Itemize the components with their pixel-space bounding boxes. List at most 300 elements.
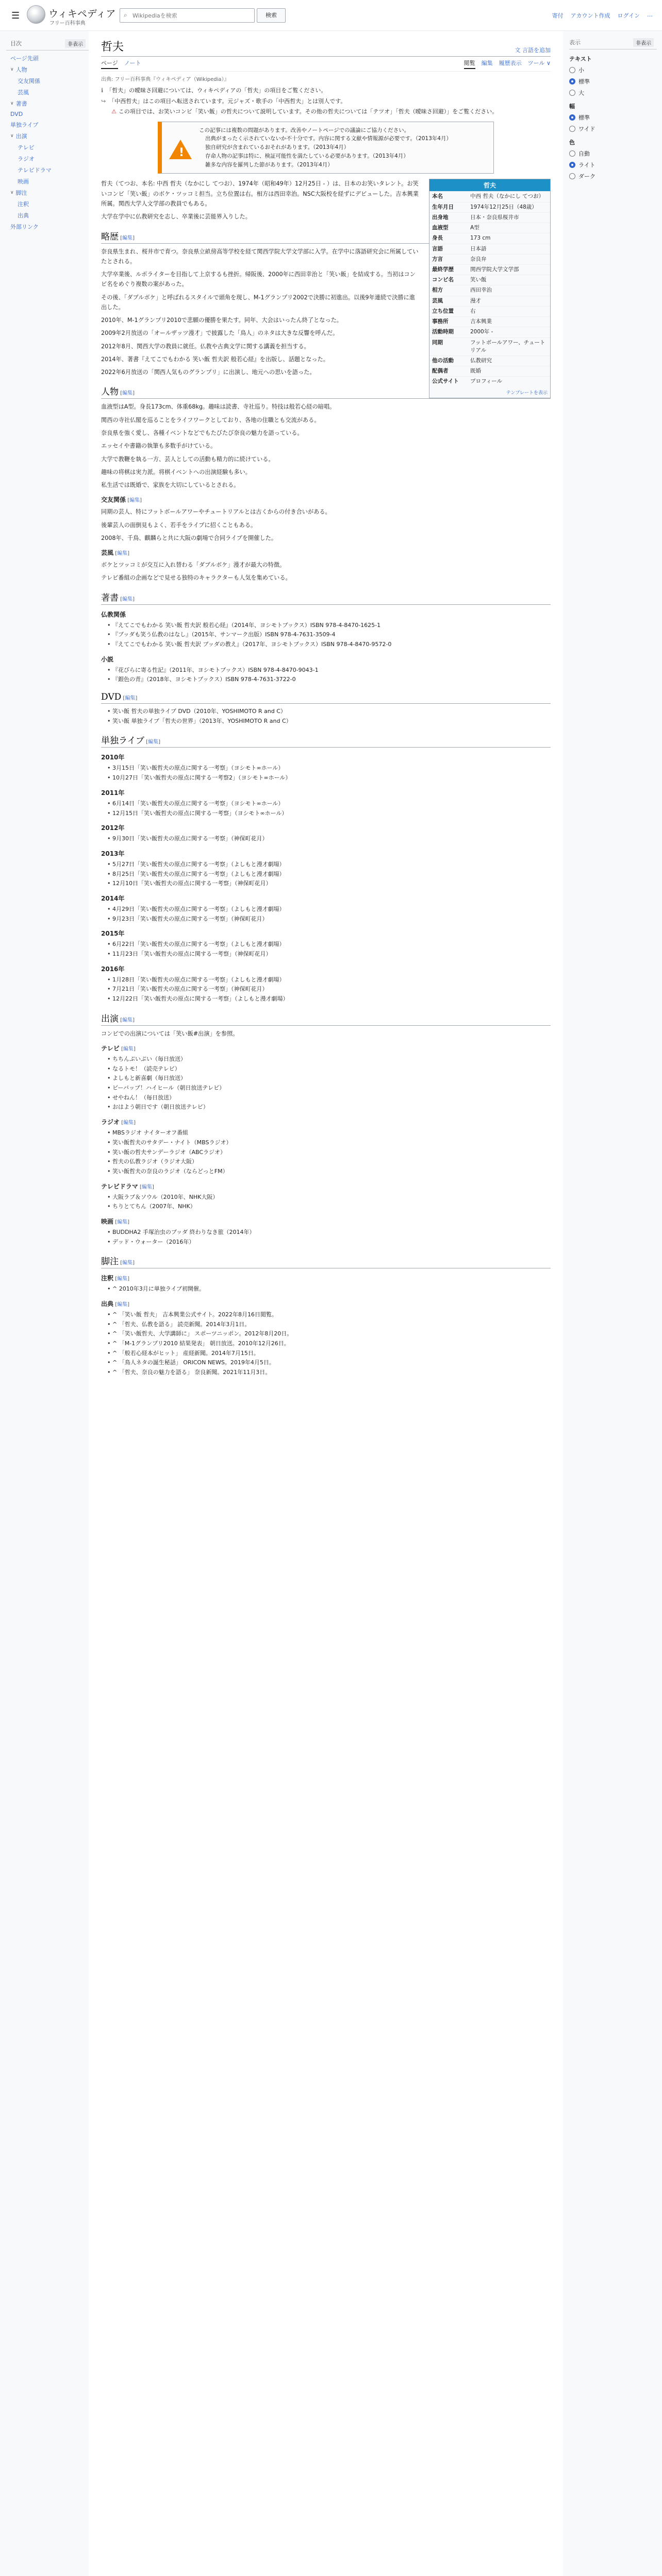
tab-talk[interactable]: ノート xyxy=(124,60,141,66)
main-menu-icon[interactable]: ☰ xyxy=(11,10,20,21)
live-item: • 1月28日「笑い飯哲夫の原点に関する一考察」（よしもと漫才劇場） xyxy=(107,975,551,985)
page-tabs xyxy=(101,59,551,72)
radio-item: • 笑い飯哲夫の奈良のラジオ（ならどっとFM） xyxy=(107,1167,551,1177)
edit-link[interactable]: [編集] xyxy=(119,1260,135,1266)
edit-button[interactable]: 編集 xyxy=(141,1184,152,1190)
hatnote-text: 「哲夫」の曖昧さ回避については、ウィキペディアの「哲夫」の項目をご覧ください。 xyxy=(106,87,327,94)
live-item: • 9月30日「笑い飯哲夫の原点に関する一考察」（神保町花月） xyxy=(107,834,551,844)
toc-item-label: 単独ライブ xyxy=(10,122,39,128)
issues-box xyxy=(158,122,494,174)
book-item: • 『えてこでもわかる 笑い飯 哲夫訳 ブッダの教え』（2017年、ヨシモトブックス）ISBN 978-4-8470-9572-0 xyxy=(107,640,551,650)
redirect-icon: ↪ xyxy=(101,97,106,105)
infobox xyxy=(429,179,551,398)
infobox-row xyxy=(429,376,550,386)
year-heading: 2013年 xyxy=(101,850,125,857)
view-tabs xyxy=(464,59,551,69)
radio-label: 大 xyxy=(578,90,584,96)
radio-option[interactable] xyxy=(569,125,657,133)
tv-item: • せやねん！（毎日放送） xyxy=(107,1093,551,1103)
tv-item-list xyxy=(107,1055,551,1112)
radio-item-list xyxy=(107,1128,551,1176)
live-item: • 10月27日「笑い飯哲夫の原点に関する一考察2」（ヨシモト∞ホール） xyxy=(107,773,551,783)
toc-item-label: DVD xyxy=(10,111,23,117)
chevron-down-icon[interactable]: ∨ xyxy=(10,190,14,195)
toc-item[interactable] xyxy=(6,187,89,198)
movie-item-list xyxy=(107,1228,551,1247)
section-heading-text: DVD xyxy=(101,692,122,703)
paragraph: 大学卒業後、ルポライターを目指して上京するも挫折。帰阪後、2000年に西田幸治と「笑い飯」を結成する。当初はコンビ名をめぐり複数の案があった。 xyxy=(101,271,416,288)
search-box xyxy=(120,8,255,23)
subsection-heading-text: ラジオ xyxy=(101,1118,120,1126)
toc-item[interactable] xyxy=(6,75,89,87)
infobox-row xyxy=(429,233,550,243)
edit-link[interactable]: [編集] xyxy=(138,1184,154,1190)
infobox-value: 右 xyxy=(470,308,476,314)
language-button[interactable]: 文 言語を追加 xyxy=(515,47,551,54)
subsection-heading xyxy=(101,1217,551,1226)
live-item: • 5月27日「笑い飯哲夫の原点に関する一考察」（よしもと漫才劇場） xyxy=(107,860,551,870)
infobox-row xyxy=(429,316,550,327)
site-tagline: フリー百科事典 xyxy=(49,21,86,26)
radio-option[interactable] xyxy=(569,149,657,158)
section-heading xyxy=(101,590,551,605)
tv-item: • よしもと新喜劇（毎日放送） xyxy=(107,1074,551,1083)
infobox-value: 関西学院大学文学部 xyxy=(470,266,519,273)
year-heading: 2014年 xyxy=(101,894,125,902)
ref-item: • ^ 「笑い飯哲夫、大学講師に」 スポーツニッポン。2012年8月20日。 xyxy=(107,1329,551,1339)
section-heading xyxy=(101,692,551,704)
paragraph: 2012年8月、関西大学の教員に就任。仏教や古典文学に関する講義を担当する。 xyxy=(101,343,310,350)
tv-item: • なるトモ！（読売テレビ） xyxy=(107,1064,551,1074)
issue-item: 存命人物の記事は特に、検証可能性を満たしている必要があります。（2013年4月） xyxy=(205,152,409,159)
option-group-label: テキスト xyxy=(569,56,592,62)
toc-item[interactable] xyxy=(6,142,89,153)
edit-link[interactable]: [編集] xyxy=(113,1302,130,1308)
paragraph: 趣味の将棋は実力派。将棋イベントへの出演経験も多い。 xyxy=(101,468,251,476)
infobox-value: 笑い飯 xyxy=(470,277,487,283)
paragraph: 私生活では既婚で、家族を大切にしているとされる。 xyxy=(101,482,240,489)
edit-button[interactable]: 編集 xyxy=(129,498,140,504)
toc-item[interactable] xyxy=(6,87,89,98)
subsection-heading-text: 交友関係 xyxy=(101,496,126,504)
disambig-text: この項目では、お笑いコンビ「笑い飯」の哲夫について説明しています。その他の哲夫については「テツオ」「哲夫（曖昧さ回避）」をご覧ください。 xyxy=(118,108,498,115)
paragraph: 後輩芸人の面倒見もよく、若手をライブに招くこともある。 xyxy=(101,521,257,529)
radio-button[interactable] xyxy=(569,114,575,121)
edit-link[interactable]: [編集] xyxy=(113,551,130,557)
subsection-heading xyxy=(101,1182,551,1191)
radio-item: • MBSラジオ ナイターオフ番組 xyxy=(107,1128,551,1138)
radio-button[interactable] xyxy=(569,90,575,96)
book-item-list xyxy=(107,621,551,650)
toc-item-label: 出演 xyxy=(15,133,27,140)
infobox-key: 出身地 xyxy=(432,214,449,221)
infobox-row xyxy=(429,296,550,306)
paragraph: 同期の芸人、特にフットボールアワーやチュートリアルとは古くからの付き合いがある。 xyxy=(101,509,331,516)
search-icon: ⌕ xyxy=(124,11,127,19)
header-tool-link[interactable]: 寄付 xyxy=(552,12,564,19)
search-button[interactable]: 検索 xyxy=(257,8,286,23)
infobox-value: 日本語 xyxy=(470,245,487,252)
edit-link[interactable]: [編集] xyxy=(119,391,135,397)
toc-item-label: 著書 xyxy=(15,100,27,107)
paragraph: 奈良県生まれ、桜井市で育つ。奈良県立畝傍高等学校を経て関西学院大学文学部に入学。在学中に落語研究会に所属していたとされる。 xyxy=(101,248,419,265)
radio-label: 自動 xyxy=(578,150,590,157)
edit-button[interactable]: 編集 xyxy=(122,596,133,602)
appearance-panel xyxy=(569,36,657,183)
edit-button[interactable]: 編集 xyxy=(117,1302,128,1308)
live-item: • 8月25日「笑い飯哲夫の原点に関する一考察」（よしもと漫才劇場） xyxy=(107,870,551,879)
paragraph: 大学在学中に仏教研究を志し、卒業後に芸能界入りした。 xyxy=(101,213,251,221)
toc-item[interactable] xyxy=(6,176,89,187)
year-heading: 2010年 xyxy=(101,754,125,761)
toc-item-label: 外部リンク xyxy=(10,224,39,230)
infobox-key: 生年月日 xyxy=(432,204,454,210)
book-item: • 『花びらに寄る性記』（2011年、ヨシモトブックス）ISBN 978-4-8470-9043-1 xyxy=(107,666,551,675)
radio-label: ダーク xyxy=(578,173,595,180)
ref-item: • ^ 「M-1グランプリ2010 結果発表」 朝日放送。2010年12月26日。 xyxy=(107,1339,551,1349)
chevron-down-icon[interactable]: ∨ xyxy=(10,133,14,139)
paragraph: 2014年、著書『えてこでもわかる 笑い飯 哲夫訳 般若心経』を出版し、話題となった。 xyxy=(101,355,329,363)
section-heading-text: 単独ライブ xyxy=(101,736,144,747)
toc-item[interactable] xyxy=(6,210,89,221)
appearance-title: 表示 xyxy=(569,39,581,46)
year-heading: 2012年 xyxy=(101,824,125,832)
toc-item[interactable] xyxy=(6,53,89,64)
section-heading xyxy=(101,1011,551,1026)
edit-button[interactable]: 編集 xyxy=(117,551,128,557)
toc-item-label: テレビドラマ xyxy=(18,167,52,174)
appearance-options xyxy=(569,55,657,180)
edit-link[interactable]: [編集] xyxy=(126,498,142,504)
edit-button[interactable]: 編集 xyxy=(117,1219,128,1225)
live-item: • 12月10日「笑い飯哲夫の原点に関する一考察」（神保町花月） xyxy=(107,879,551,889)
toc-item[interactable] xyxy=(6,153,89,164)
toc-item-label: 人物 xyxy=(15,66,27,73)
dvd-item-list xyxy=(107,707,551,726)
wikipedia-logo-icon[interactable] xyxy=(27,5,45,24)
toc-item-label: 脚注 xyxy=(15,190,27,196)
chevron-down-icon[interactable]: ∨ xyxy=(10,101,14,106)
header-tool-link[interactable]: アカウント作成 xyxy=(570,12,610,19)
infobox-key: 相方 xyxy=(432,287,443,294)
toc-item[interactable] xyxy=(6,221,89,232)
disambig-icon: ⚠ xyxy=(111,108,119,115)
section-heading-text: 著書 xyxy=(101,592,119,603)
subsection-heading-text: テレビドラマ xyxy=(101,1182,138,1190)
radio-option[interactable] xyxy=(569,89,657,97)
infobox-row xyxy=(429,244,550,254)
infobox-row xyxy=(429,275,550,285)
toc-item[interactable] xyxy=(6,64,89,75)
warning-icon xyxy=(169,140,192,159)
personal-tools xyxy=(552,11,653,20)
subsection-heading: 仏教関係 xyxy=(101,611,126,618)
edit-link[interactable]: [編集] xyxy=(120,1120,136,1126)
radio-button[interactable] xyxy=(569,150,575,157)
main-content xyxy=(89,31,563,2576)
paragraph: 大学で教鞭を執る一方、芸人としての活動も精力的に続けている。 xyxy=(101,455,274,463)
edit-link[interactable]: [編集] xyxy=(119,235,135,241)
movie-item: • BUDDHA2 手塚治虫のブッダ 終わりなき旅（2014年） xyxy=(107,1228,551,1238)
radio-button[interactable] xyxy=(569,78,575,84)
live-item: • 12月22日「笑い飯哲夫の原点に関する一考察」（よしもと漫才劇場） xyxy=(107,994,551,1004)
infobox-value: 吉本興業 xyxy=(470,318,492,325)
radio-button[interactable] xyxy=(569,173,575,179)
infobox-row xyxy=(429,212,550,223)
infobox-value: フットボールアワー、チュートリアル xyxy=(470,339,545,353)
toc-title: 目次 xyxy=(10,40,22,47)
infobox-row xyxy=(429,306,550,316)
radio-option[interactable] xyxy=(569,161,657,169)
infobox-title: 哲夫 xyxy=(429,179,550,191)
toc-item-label: テレビ xyxy=(18,144,35,151)
edit-button[interactable]: 編集 xyxy=(117,1276,128,1282)
infobox-value: 漫才 xyxy=(470,297,481,304)
tv-item: • ちちんぷいぷい（毎日放送） xyxy=(107,1055,551,1064)
view-tab[interactable]: 履歴表示 xyxy=(499,60,522,66)
toc-item[interactable] xyxy=(6,109,89,119)
edit-button[interactable]: 編集 xyxy=(122,1260,133,1266)
infobox-key: コンビ名 xyxy=(432,277,454,283)
edit-button[interactable]: 編集 xyxy=(125,696,136,702)
toc-item[interactable] xyxy=(6,98,89,109)
search-input[interactable] xyxy=(133,10,251,21)
edit-link[interactable]: [編集] xyxy=(144,739,160,745)
toc-item[interactable] xyxy=(6,119,89,130)
edit-button[interactable]: 編集 xyxy=(122,235,133,241)
toc-item[interactable] xyxy=(6,164,89,176)
header-tool-link[interactable]: ログイン xyxy=(617,12,640,19)
radio-item: • 哲夫の仏教ラジオ（ラジオ大阪） xyxy=(107,1157,551,1167)
tv-item: • ビーバップ！ハイヒール（朝日放送テレビ） xyxy=(107,1083,551,1093)
infobox-value: 2000年 - xyxy=(470,329,493,335)
live-item: • 6月14日「笑い飯哲夫の原点に関する一考察」（ヨシモト∞ホール） xyxy=(107,799,551,809)
infobox-row xyxy=(429,337,550,355)
year-heading: 2016年 xyxy=(101,965,125,973)
infobox-key: 本名 xyxy=(432,193,443,200)
infobox-key: 方言 xyxy=(432,256,443,262)
tv-item: • おはよう朝日です（朝日放送テレビ） xyxy=(107,1103,551,1112)
issue-item: 出典がまったく示されていないか不十分です。内容に関する文献や情報源が必要です。（2013年4月） xyxy=(205,135,452,142)
paragraph: ボケとツッコミが交互に入れ替わる「ダブルボケ」漫才が最大の特徴。 xyxy=(101,562,286,569)
tab-article[interactable]: ページ xyxy=(101,59,118,69)
infobox-key: 身長 xyxy=(432,235,443,242)
paragraph: テレビ番組の企画などで見せる独特のキャラクターも人気を集めている。 xyxy=(101,574,291,582)
infobox-value: 1974年12月25日（48歳） xyxy=(470,204,537,210)
live-item: • 3月15日「笑い飯哲夫の原点に関する一考察」（ヨシモト∞ホール） xyxy=(107,764,551,773)
radio-option[interactable] xyxy=(569,77,657,86)
infobox-key: 同期 xyxy=(432,339,443,346)
paragraph: その後、「ダブルボケ」と呼ばれるスタイルで頭角を現し、M-1グランプリ2002で決勝に初進出。以後9年連続で決勝に進出した。 xyxy=(101,294,416,311)
infobox-row xyxy=(429,223,550,233)
ref-item: • ^ 「哲夫、仏教を語る」 読売新聞。2014年3月1日。 xyxy=(107,1320,551,1330)
drama-item-list xyxy=(107,1193,551,1212)
toc-item-label: ラジオ xyxy=(18,156,35,162)
radio-item: • 笑い飯の哲夫サンデーラジオ（ABCラジオ） xyxy=(107,1148,551,1158)
radio-button[interactable] xyxy=(569,162,575,168)
dvd-item: • 笑い飯 単独ライブ「哲夫の世界」（2013年、YOSHIMOTO R and C） xyxy=(107,717,551,726)
option-group-label: 色 xyxy=(569,139,575,146)
infobox-value: 仏教研究 xyxy=(470,357,492,364)
live-item-list xyxy=(107,834,551,844)
year-heading: 2015年 xyxy=(101,930,125,938)
infobox-value: 西田幸治 xyxy=(470,287,492,294)
radio-label: 小 xyxy=(578,67,584,74)
article-sections xyxy=(101,229,551,1378)
drama-item: • ちりとてちん（2007年、NHK） xyxy=(107,1202,551,1212)
chevron-down-icon[interactable]: ∨ xyxy=(10,67,14,72)
infobox-key: 活動時期 xyxy=(432,329,454,335)
radio-option[interactable] xyxy=(569,172,657,180)
disambig-notice xyxy=(101,108,551,116)
edit-link[interactable]: [編集] xyxy=(121,696,138,702)
book-item: • 『銀色の青』（2018年、ヨシモトブックス）ISBN 978-4-7631-3722-0 xyxy=(107,675,551,685)
radio-button[interactable] xyxy=(569,67,575,73)
issues-list xyxy=(199,134,488,169)
radio-label: ワイド xyxy=(578,126,595,132)
infobox-key: 言語 xyxy=(432,245,443,252)
toc-item-label: 交友関係 xyxy=(18,78,40,84)
edit-button[interactable]: 編集 xyxy=(123,1046,134,1053)
edit-button[interactable]: 編集 xyxy=(148,739,159,745)
toc-item-label: 出典 xyxy=(18,212,29,219)
live-item: • 4月29日「笑い飯哲夫の原点に関する一考察」（よしもと漫才劇場） xyxy=(107,905,551,914)
namespace-tabs xyxy=(101,59,141,69)
year-heading: 2011年 xyxy=(101,789,125,796)
live-item: • 7月21日「笑い飯哲夫の原点に関する一考察」（神保町花月） xyxy=(107,985,551,994)
site-header xyxy=(0,0,662,31)
ref-item: • ^ 「鳥人ネタの誕生秘話」 ORICON NEWS。2019年4月5日。 xyxy=(107,1358,551,1368)
infobox-row xyxy=(429,202,550,212)
live-item: • 6月22日「笑い飯哲夫の原点に関する一考察」（よしもと漫才劇場） xyxy=(107,940,551,950)
infobox-row xyxy=(429,327,550,337)
infobox-value: 日本・奈良県桜井市 xyxy=(470,214,519,221)
radio-option[interactable] xyxy=(569,113,657,122)
subsection-heading xyxy=(101,1274,551,1282)
view-tab[interactable]: ツール ∨ xyxy=(527,60,551,66)
toc-hide-button[interactable]: 非表示 xyxy=(65,39,86,48)
view-tab[interactable]: 閲覧 xyxy=(464,59,475,69)
section-heading xyxy=(101,1254,551,1268)
section-heading-text: 脚注 xyxy=(101,1257,119,1267)
infobox-value: 既婚 xyxy=(470,368,481,375)
infobox-value: 中西 哲夫（なかにし てつお） xyxy=(470,193,544,200)
live-item-list xyxy=(107,860,551,889)
page-title: 哲夫 xyxy=(101,41,124,54)
paragraph: 哲夫（てつお、本名: 中西 哲夫（なかにし てつお）、1974年（昭和49年）12月25日 - ）は、日本のお笑いタレント。お笑いコンビ「笑い飯」のボケ・ツッコミ担当。立ち位置は右。相方は西田幸治。NSC大阪校を経ずにデビューした。吉本興業所属。関西大学人文学部の教員でもある。 xyxy=(101,180,419,208)
edit-link[interactable]: [編集] xyxy=(119,596,135,602)
issue-item: 独自研究が含まれているおそれがあります。（2013年4月） xyxy=(205,144,350,151)
appearance-hide-button[interactable]: 非表示 xyxy=(633,38,654,47)
subsection-heading xyxy=(101,1044,551,1053)
edit-button[interactable]: 編集 xyxy=(122,1017,133,1023)
title-bar xyxy=(101,38,551,57)
site-wordmark[interactable]: ウィキペディア xyxy=(48,8,116,20)
movie-item: • デッド・ウォーター（2016年） xyxy=(107,1238,551,1247)
radio-label: ライト xyxy=(578,162,595,168)
paragraph: 2009年2月放送の「オールザッツ漫才」で披露した「鳥人」のネタは大きな反響を呼んだ。 xyxy=(101,330,339,337)
subsection-heading xyxy=(101,495,551,504)
section-note: コンビでの出演については「笑い飯#出演」を参照。 xyxy=(101,1030,239,1037)
paragraph: 奈良県を強く愛し、各種イベントなどでもたびたび奈良の魅力を語っている。 xyxy=(101,430,303,436)
section-heading-text: 略歴 xyxy=(101,231,119,242)
ref-item: • ^ 「笑い飯 哲夫」 吉本興業公式サイト。2022年8月16日閲覧。 xyxy=(107,1310,551,1320)
edit-button[interactable]: 編集 xyxy=(122,391,133,397)
live-item: • 11月23日「笑い飯哲夫の原点に関する一考察」（神保町花月） xyxy=(107,950,551,959)
paragraph: 2022年6月放送の「関西人気ものグランプリ」に出演し、地元への思いを語った。 xyxy=(101,369,316,376)
option-group-label: 幅 xyxy=(569,103,575,110)
toc-item[interactable] xyxy=(6,198,89,210)
ref-item: • ^ 「哲夫、奈良の魅力を語る」 奈良新聞。2021年11月3日。 xyxy=(107,1368,551,1378)
infobox-row xyxy=(429,254,550,264)
subsection-heading xyxy=(101,548,551,557)
issue-item: 雑多な内容を羅列した節があります。（2013年4月） xyxy=(205,161,333,168)
live-item-list xyxy=(107,799,551,818)
infobox-value: 奈良弁 xyxy=(470,256,487,262)
paragraph: 血液型はA型。身長173cm、体重68kg。趣味は読書、寺社巡り。特技は般若心経の暗唱。 xyxy=(101,403,336,411)
infobox-row xyxy=(429,285,550,295)
infobox-key: 事務所 xyxy=(432,318,449,325)
book-item: • 『えてこでもわかる 笑い飯 哲夫訳 般若心経』（2014年、ヨシモトブックス）ISBN 978-4-8470-1625-1 xyxy=(107,621,551,631)
infobox-row xyxy=(429,366,550,376)
edit-link[interactable]: [編集] xyxy=(113,1219,130,1225)
paragraph: 2010年、M-1グランプリ2010で悲願の優勝を果たす。同年、大会はいったん終了となった。 xyxy=(101,317,342,324)
ref-item: • ^ 「般若心経本がヒット」 産経新聞。2014年7月15日。 xyxy=(107,1349,551,1359)
infobox-key: 血液型 xyxy=(432,225,449,231)
toc-header xyxy=(6,36,89,50)
template-link[interactable]: テンプレートを表示 xyxy=(506,390,548,396)
book-item: • 『ブッダも笑う仏教のはなし』（2015年、サンマーク出版）ISBN 978-4-7631-3509-4 xyxy=(107,630,551,640)
hatnote xyxy=(101,97,551,106)
infobox-row xyxy=(429,191,550,201)
paragraph: 2008年、千鳥、麒麟らと共に大阪の劇場で合同ライブを開催した。 xyxy=(101,534,277,541)
subsection-heading-text: 芸風 xyxy=(101,549,114,557)
subsection-heading-text: 注釈 xyxy=(101,1275,114,1282)
subsection-heading xyxy=(101,1299,551,1308)
infobox-key: 公式サイト xyxy=(432,378,459,385)
edit-link[interactable]: [編集] xyxy=(119,1046,136,1053)
edit-link[interactable]: [編集] xyxy=(113,1276,130,1282)
infobox-value: A型 xyxy=(470,225,479,231)
view-tab[interactable]: 編集 xyxy=(481,60,493,66)
radio-option[interactable] xyxy=(569,66,657,74)
dvd-item: • 笑い飯 哲夫の単独ライブ DVD（2010年、YOSHIMOTO R and C） xyxy=(107,707,551,717)
subsection-heading-text: 映画 xyxy=(101,1217,114,1225)
toc-item[interactable] xyxy=(6,130,89,142)
live-item-list xyxy=(107,764,551,783)
infobox-key: 他の活動 xyxy=(432,357,454,364)
radio-label: 標準 xyxy=(578,78,590,85)
hatnote xyxy=(101,87,551,95)
section-heading-text: 出演 xyxy=(101,1013,119,1024)
radio-item: • 笑い飯哲夫のサタデー・ナイト（MBSラジオ） xyxy=(107,1138,551,1148)
live-item: • 12月15日「笑い飯哲夫の原点に関する一考察」（ヨシモト∞ホール） xyxy=(107,809,551,819)
infobox-value: 173 cm xyxy=(470,235,491,242)
subsection-heading-text: 出典 xyxy=(101,1300,114,1308)
section-heading xyxy=(101,733,551,748)
radio-button[interactable] xyxy=(569,126,575,132)
site-sub: 出典: フリー百科事典『ウィキペディア（Wikipedia）』 xyxy=(101,77,229,82)
edit-button[interactable]: 編集 xyxy=(123,1120,134,1126)
edit-link[interactable]: [編集] xyxy=(119,1017,135,1023)
live-item-list xyxy=(107,940,551,959)
header-tool-link[interactable]: … xyxy=(647,11,653,18)
note-item: • ^ 2010年3月に単独ライブ初開催。 xyxy=(107,1284,551,1294)
toc-item-label: 映画 xyxy=(18,178,29,185)
paragraph: エッセイや書籍の執筆も多数手がけている。 xyxy=(101,443,217,450)
live-item: • 9月23日「笑い飯哲夫の原点に関する一考察」（神保町花月） xyxy=(107,914,551,924)
hatnote-text: 「中西哲夫」はこの項目へ転送されています。元ジャズ・歌手の「中西哲夫」とは別人です。 xyxy=(109,97,346,105)
